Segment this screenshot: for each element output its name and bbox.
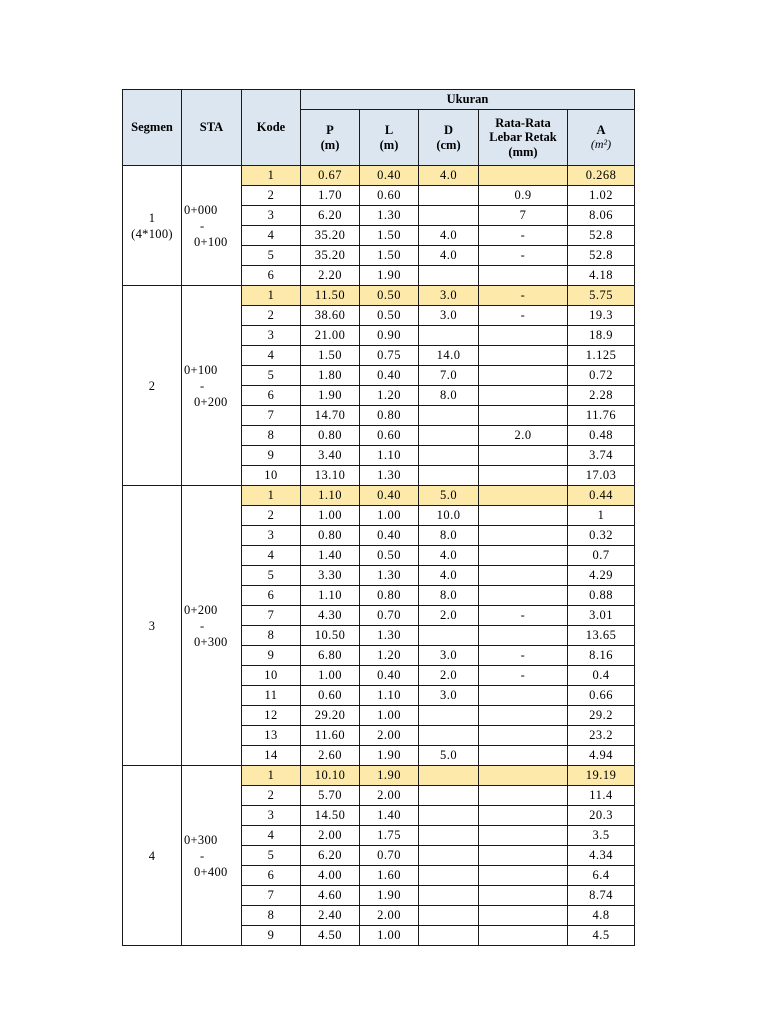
cell-a: 52.8 [568,226,635,246]
cell-lebar-retak [479,506,568,526]
cell-p: 10.50 [301,626,360,646]
cell-l: 0.70 [360,606,419,626]
cell-kode: 6 [242,586,301,606]
cell-a: 6.4 [568,866,635,886]
header-p-label: P [326,123,334,138]
cell-d [419,886,479,906]
cell-d: 3.0 [419,306,479,326]
cell-kode: 6 [242,386,301,406]
cell-kode: 4 [242,346,301,366]
cell-lebar-retak: - [479,226,568,246]
cell-a: 4.5 [568,926,635,946]
cell-d: 4.0 [419,546,479,566]
cell-d: 3.0 [419,646,479,666]
cell-d [419,766,479,786]
cell-p: 1.70 [301,186,360,206]
cell-kode: 4 [242,546,301,566]
cell-kode: 9 [242,646,301,666]
cell-kode: 1 [242,286,301,306]
cell-lebar-retak: 7 [479,206,568,226]
cell-lebar-retak: - [479,666,568,686]
cell-kode: 9 [242,446,301,466]
cell-d [419,406,479,426]
cell-d [419,866,479,886]
cell-l: 1.90 [360,886,419,906]
cell-d: 8.0 [419,386,479,406]
cell-lebar-retak [479,386,568,406]
cell-p: 0.80 [301,526,360,546]
cell-l: 1.90 [360,266,419,286]
cell-kode: 2 [242,306,301,326]
header-l [360,110,419,166]
cell-a: 17.03 [568,466,635,486]
cell-d: 5.0 [419,746,479,766]
cell-lebar-retak [479,926,568,946]
cell-a: 52.8 [568,246,635,266]
table-header [123,90,635,166]
cell-lebar-retak [479,826,568,846]
cell-d: 14.0 [419,346,479,366]
cell-d: 10.0 [419,506,479,526]
header-kode: Kode [242,90,301,166]
cell-lebar-retak [479,846,568,866]
cell-lebar-retak [479,746,568,766]
sta-dash: - [200,848,205,863]
cell-kode: 4 [242,826,301,846]
cell-p: 3.40 [301,446,360,466]
cell-a: 4.8 [568,906,635,926]
table-row [123,286,635,306]
cell-a: 1 [568,506,635,526]
cell-kode: 3 [242,806,301,826]
cell-kode: 13 [242,726,301,746]
sta-range [182,766,242,946]
cell-p: 14.70 [301,406,360,426]
cell-d: 4.0 [419,226,479,246]
cell-l: 0.60 [360,186,419,206]
cell-lebar-retak [479,766,568,786]
cell-kode: 9 [242,926,301,946]
sta-from: 0+100 [184,362,218,377]
cell-d [419,846,479,866]
cell-d [419,326,479,346]
cell-lebar-retak [479,906,568,926]
cell-p: 1.00 [301,506,360,526]
cell-l: 1.60 [360,866,419,886]
cell-d: 8.0 [419,586,479,606]
cell-d: 3.0 [419,286,479,306]
cell-d [419,186,479,206]
cell-kode: 3 [242,326,301,346]
cell-l: 1.10 [360,686,419,706]
cell-p: 0.67 [301,166,360,186]
cell-p: 2.20 [301,266,360,286]
header-a-label: A [596,123,606,138]
cell-p: 38.60 [301,306,360,326]
segment-label [123,766,182,946]
cell-kode: 2 [242,786,301,806]
cell-lebar-retak: 0.9 [479,186,568,206]
cell-kode: 1 [242,166,301,186]
cell-kode: 3 [242,206,301,226]
cell-a: 0.72 [568,366,635,386]
cell-lebar-retak: - [479,306,568,326]
cell-l: 2.00 [360,726,419,746]
segment-label-line: 2 [148,378,156,393]
cell-kode: 8 [242,626,301,646]
header-a-unit: (m²) [590,136,612,151]
cell-lebar-retak [479,706,568,726]
cell-p: 4.50 [301,926,360,946]
cell-lebar-retak [479,346,568,366]
cell-p: 2.60 [301,746,360,766]
cell-l: 0.60 [360,426,419,446]
sta-range [182,166,242,286]
cell-a: 0.44 [568,486,635,506]
cell-p: 1.90 [301,386,360,406]
cell-d: 5.0 [419,486,479,506]
sta-to: 0+200 [194,394,228,409]
cell-kode: 6 [242,266,301,286]
cell-kode: 10 [242,466,301,486]
cell-d [419,726,479,746]
segment-label [123,166,182,286]
cell-d: 3.0 [419,686,479,706]
cell-kode: 3 [242,526,301,546]
cell-l: 0.40 [360,526,419,546]
cell-l: 1.00 [360,926,419,946]
cell-kode: 5 [242,566,301,586]
cell-a: 29.2 [568,706,635,726]
cell-kode: 8 [242,906,301,926]
cell-p: 35.20 [301,246,360,266]
cell-l: 0.70 [360,846,419,866]
sta-dash: - [200,218,205,233]
cell-d: 4.0 [419,246,479,266]
cell-l: 1.90 [360,746,419,766]
cell-p: 6.80 [301,646,360,666]
cell-p: 29.20 [301,706,360,726]
segment-label [123,486,182,766]
cell-d [419,426,479,446]
header-a [568,110,635,166]
cell-p: 6.20 [301,206,360,226]
cell-kode: 5 [242,846,301,866]
header-ukuran: Ukuran [301,90,635,110]
cell-lebar-retak [479,446,568,466]
header-rata-rata-line1: Rata-Rata [495,115,551,130]
cell-l: 0.50 [360,546,419,566]
cell-d [419,206,479,226]
cell-d: 2.0 [419,666,479,686]
cell-p: 3.30 [301,566,360,586]
header-l-label: L [384,123,394,138]
cell-p: 4.60 [301,886,360,906]
table-row [123,166,635,186]
cell-p: 1.10 [301,586,360,606]
cell-a: 4.34 [568,846,635,866]
cell-l: 0.50 [360,286,419,306]
cell-a: 3.01 [568,606,635,626]
cell-kode: 12 [242,706,301,726]
cell-a: 4.18 [568,266,635,286]
cell-kode: 10 [242,666,301,686]
cell-kode: 2 [242,186,301,206]
crack-measurement-table [122,89,635,946]
segment-label-line: (4*100) [131,226,173,241]
cell-lebar-retak: - [479,606,568,626]
cell-a: 0.66 [568,686,635,706]
cell-l: 0.80 [360,586,419,606]
cell-lebar-retak [479,466,568,486]
cell-a: 1.125 [568,346,635,366]
cell-l: 1.30 [360,566,419,586]
cell-kode: 11 [242,686,301,706]
cell-p: 1.50 [301,346,360,366]
cell-a: 18.9 [568,326,635,346]
cell-d: 4.0 [419,166,479,186]
cell-kode: 14 [242,746,301,766]
sta-dash: - [200,378,205,393]
header-d [419,110,479,166]
cell-kode: 7 [242,406,301,426]
cell-lebar-retak [479,566,568,586]
cell-l: 1.10 [360,446,419,466]
cell-d [419,266,479,286]
cell-p: 5.70 [301,786,360,806]
cell-p: 2.40 [301,906,360,926]
segment-label-line: 1 [148,210,156,225]
cell-p: 1.80 [301,366,360,386]
cell-lebar-retak [479,786,568,806]
sta-from: 0+000 [184,202,218,217]
cell-l: 0.40 [360,486,419,506]
cell-lebar-retak [479,526,568,546]
cell-l: 1.90 [360,766,419,786]
cell-a: 19.3 [568,306,635,326]
cell-d [419,446,479,466]
cell-lebar-retak: - [479,246,568,266]
cell-lebar-retak [479,366,568,386]
cell-a: 1.02 [568,186,635,206]
cell-a: 5.75 [568,286,635,306]
cell-l: 0.80 [360,406,419,426]
cell-l: 1.50 [360,246,419,266]
cell-d: 4.0 [419,566,479,586]
cell-d: 8.0 [419,526,479,546]
cell-a: 8.16 [568,646,635,666]
cell-kode: 2 [242,506,301,526]
cell-lebar-retak: 2.0 [479,426,568,446]
header-d-label: D [443,123,454,138]
cell-a: 11.76 [568,406,635,426]
cell-l: 1.75 [360,826,419,846]
cell-lebar-retak [479,546,568,566]
cell-l: 1.30 [360,466,419,486]
cell-a: 3.5 [568,826,635,846]
cell-p: 1.00 [301,666,360,686]
cell-l: 1.20 [360,646,419,666]
table-row [123,486,635,506]
cell-p: 6.20 [301,846,360,866]
cell-p: 11.60 [301,726,360,746]
cell-p: 21.00 [301,326,360,346]
cell-a: 23.2 [568,726,635,746]
header-d-unit: (cm) [436,137,461,152]
cell-a: 20.3 [568,806,635,826]
cell-l: 0.40 [360,666,419,686]
cell-l: 1.20 [360,386,419,406]
sta-dash: - [200,618,205,633]
cell-lebar-retak [479,166,568,186]
cell-p: 4.30 [301,606,360,626]
cell-d [419,906,479,926]
cell-kode: 1 [242,486,301,506]
cell-lebar-retak: - [479,646,568,666]
cell-a: 0.32 [568,526,635,546]
cell-lebar-retak [479,886,568,906]
sta-range [182,486,242,766]
cell-l: 0.40 [360,366,419,386]
cell-lebar-retak [479,266,568,286]
cell-a: 0.7 [568,546,635,566]
cell-kode: 6 [242,866,301,886]
cell-a: 0.4 [568,666,635,686]
cell-lebar-retak [479,486,568,506]
cell-lebar-retak [479,586,568,606]
cell-l: 0.90 [360,326,419,346]
sta-from: 0+200 [184,602,218,617]
header-l-unit: (m) [379,137,399,152]
cell-a: 0.88 [568,586,635,606]
cell-a: 11.4 [568,786,635,806]
cell-p: 0.60 [301,686,360,706]
cell-l: 0.40 [360,166,419,186]
cell-kode: 1 [242,766,301,786]
segment-label-line: 4 [148,848,156,863]
cell-lebar-retak [479,626,568,646]
cell-kode: 5 [242,366,301,386]
cell-lebar-retak: - [479,286,568,306]
cell-kode: 7 [242,886,301,906]
cell-a: 13.65 [568,626,635,646]
cell-p: 1.40 [301,546,360,566]
cell-p: 13.10 [301,466,360,486]
cell-p: 14.50 [301,806,360,826]
cell-lebar-retak [479,806,568,826]
cell-d [419,926,479,946]
cell-d [419,626,479,646]
sta-from: 0+300 [184,832,218,847]
cell-a: 8.06 [568,206,635,226]
segment-label [123,286,182,486]
cell-p: 0.80 [301,426,360,446]
cell-l: 1.00 [360,506,419,526]
cell-d: 2.0 [419,606,479,626]
cell-a: 4.94 [568,746,635,766]
table-row [123,766,635,786]
cell-p: 10.10 [301,766,360,786]
cell-l: 1.00 [360,706,419,726]
cell-p: 1.10 [301,486,360,506]
cell-kode: 4 [242,226,301,246]
sta-to: 0+400 [194,864,228,879]
cell-kode: 8 [242,426,301,446]
cell-d [419,706,479,726]
header-sta: STA [182,90,242,166]
cell-a: 4.29 [568,566,635,586]
cell-a: 19.19 [568,766,635,786]
cell-l: 2.00 [360,786,419,806]
cell-d [419,826,479,846]
sta-to: 0+100 [194,234,228,249]
cell-lebar-retak [479,406,568,426]
cell-lebar-retak [479,326,568,346]
cell-l: 1.30 [360,206,419,226]
cell-a: 3.74 [568,446,635,466]
table-body [123,166,635,946]
cell-l: 1.40 [360,806,419,826]
cell-l: 1.50 [360,226,419,246]
cell-lebar-retak [479,726,568,746]
segment-label-line: 3 [148,618,156,633]
cell-d [419,806,479,826]
sta-range [182,286,242,486]
cell-lebar-retak [479,866,568,886]
header-rata-rata-line2: Lebar Retak [489,130,557,145]
cell-p: 4.00 [301,866,360,886]
cell-l: 1.30 [360,626,419,646]
header-rata-rata-unit: (mm) [508,144,538,159]
cell-kode: 7 [242,606,301,626]
header-segmen: Segmen [123,90,182,166]
header-p [301,110,360,166]
sta-to: 0+300 [194,634,228,649]
cell-l: 2.00 [360,906,419,926]
cell-lebar-retak [479,686,568,706]
cell-a: 8.74 [568,886,635,906]
cell-p: 2.00 [301,826,360,846]
cell-p: 35.20 [301,226,360,246]
cell-p: 11.50 [301,286,360,306]
header-rata-rata [479,110,568,166]
cell-a: 0.48 [568,426,635,446]
cell-d [419,786,479,806]
cell-a: 2.28 [568,386,635,406]
cell-d: 7.0 [419,366,479,386]
cell-l: 0.75 [360,346,419,366]
cell-kode: 5 [242,246,301,266]
header-p-unit: (m) [320,137,340,152]
cell-l: 0.50 [360,306,419,326]
cell-d [419,466,479,486]
cell-a: 0.268 [568,166,635,186]
